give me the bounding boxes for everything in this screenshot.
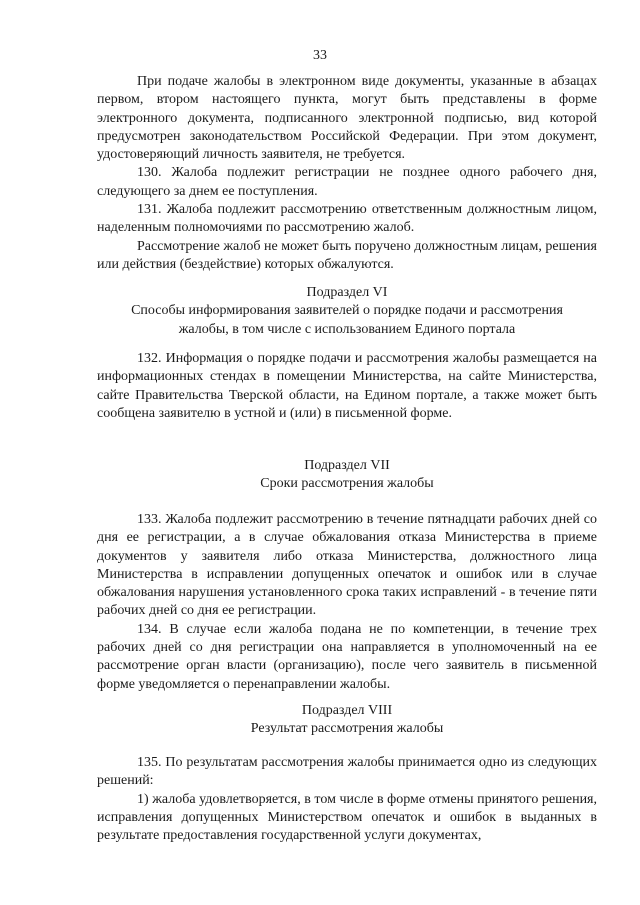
text-block-section-viii [97,754,597,845]
text-block-section-vi [97,350,597,423]
paragraph-131: 131. Жалоба подлежит рассмотрению ответственным должностным лицом, наделенным полномочиями по рассмотрению жалоб. [97,202,597,236]
paragraph-133: 133. Жалоба подлежит рассмотрению в течение пятнадцати рабочих дней со дня ее регистрации, а в случае обжалования отказа Министерства в приеме документов у заявителя либо отказа Министерства, должностного лица Министерства в исправлении допущенных опечаток и ошибок или в случае обжалования нарушения установленного срока таких исправлений - в течение пяти рабочих дней со дня ее регистрации. [97,512,597,619]
section-title-line: Способы информирования заявителей о порядке подачи и рассмотрения [131,303,563,319]
section-heading-vi [97,284,597,339]
section-label: Подраздел VI [306,285,388,300]
section-title-line: Сроки рассмотрения жалобы [260,476,434,492]
paragraph-134: 134. В случае если жалоба подана не по компетенции, в течение трех рабочих дней со дня регистрации она направляется в уполномоченный на ее рассмотрение орган власти (организацию), после чего заявитель в письменной форме уведомляется о перенаправлении жалобы. [97,621,597,692]
paragraph-electronic-submission: При подаче жалобы в электронном виде документы, указанные в абзацах первом, втором настоящего пункта, могут быть представлены в форме электронного документа, подписанного электронной подписью, вид которой предусмотрен законодательством Российской Федерации. При этом документ, удостоверяющий личность заявителя, не требуется. [97,74,597,163]
text-block-intro [97,73,597,274]
section-title-line: Результат рассмотрения жалобы [250,721,444,737]
section-heading-vii [97,457,597,494]
text-block-section-vii [97,511,597,694]
section-label: Подраздел VIII [301,703,393,718]
section-title-line: жалобы, в том числе с использованием Единого портала [178,321,516,337]
section-heading-viii [97,702,597,739]
paragraph-decision-1: 1) жалоба удовлетворяется, в том числе в форме отмены принятого решения, исправления допущенных Министерством опечаток и ошибок в выданных в результате предоставления государственной услуги документах, [97,791,597,844]
paragraph-130: 130. Жалоба подлежит регистрации не позднее одного рабочего дня, следующего за днем ее поступления. [97,165,597,199]
page-number: 33 [313,48,327,63]
paragraph-review-restriction: Рассмотрение жалоб не может быть поручено должностным лицам, решения или действия (бездействие) которых обжалуются. [97,238,597,272]
paragraph-135: 135. По результатам рассмотрения жалобы принимается одно из следующих решений: [97,755,597,789]
paragraph-132: 132. Информация о порядке подачи и рассмотрения жалобы размещается на информационных стендах в помещении Министерства, на сайте Министерства, сайте Правительства Тверской области, на Едином портале, а также может быть сообщена заявителю в устной и (или) в письменной форме. [97,351,597,421]
section-label: Подраздел VII [304,458,390,473]
